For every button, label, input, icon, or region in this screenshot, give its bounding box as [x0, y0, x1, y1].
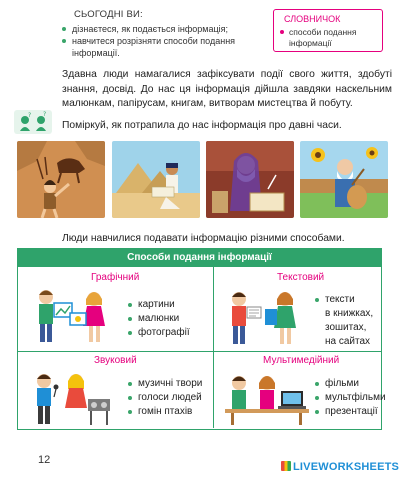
page-number: 12 [38, 454, 51, 466]
cell-title-multimedia: Мультимедійний [263, 355, 340, 366]
list-item: фільми [315, 377, 386, 391]
list-item: тексти [315, 293, 373, 307]
liveworksheets-logo[interactable] [281, 461, 399, 473]
children-with-pictures-image [24, 285, 114, 347]
bullet-icon [280, 30, 284, 34]
vocabulary-term-line2: інформації [289, 38, 332, 48]
egyptian-scribe-image [112, 141, 200, 218]
list-item: малюнки [128, 312, 190, 326]
cell-title-sound: Звуковий [94, 355, 137, 366]
cave-painting-image [17, 141, 105, 218]
vocabulary-box [273, 9, 383, 52]
list-item [60, 23, 260, 35]
bullet-icon [315, 382, 319, 386]
intro-paragraph: Здавна люди намагалися зафіксувати події свого життя, здобуті знання, досвід. До нас ця інформація дійшла завдяки наскельним малюнкам, папірусам, книгам, витворам мистецтва й побуту. [62, 69, 392, 109]
cell-title-text: Текстовий [277, 272, 325, 283]
children-with-laptop-image [221, 369, 313, 427]
list-item: презентації [315, 405, 386, 419]
think-icon [14, 110, 52, 134]
bullet-icon [128, 303, 132, 307]
vocabulary-term-line1: способи подання [289, 27, 357, 37]
list-item: картини [128, 298, 190, 312]
list-item: мультфільми [315, 391, 386, 405]
svg-text:?: ? [28, 112, 32, 119]
bullet-icon [128, 331, 132, 335]
today-item-2: навчитеся розрізняти способи подання [72, 36, 236, 46]
bullet-icon [128, 396, 132, 400]
today-list [60, 23, 260, 59]
bullet-icon [62, 39, 66, 43]
think-prompt: Поміркуй, як потрапила до нас інформація про давні часи. [62, 120, 342, 131]
table-header: Способи подання інформації [18, 249, 381, 267]
brand-text: LIVEWORKSHEETS [293, 461, 400, 473]
bullet-icon [128, 382, 132, 386]
bullet-icon [128, 317, 132, 321]
vocabulary-title: СЛОВНИЧОК [284, 14, 341, 24]
list-item: голоси людей [128, 391, 202, 405]
methods-intro: Люди навчилися подавати інформацію різними способами. [62, 233, 345, 244]
bullet-icon [315, 410, 319, 414]
vocabulary-item [280, 27, 380, 49]
bullet-icon [128, 410, 132, 414]
cell-list-text: тексти в книжках, зошитах, на сайтах [315, 293, 373, 349]
list-item: фотографії [128, 326, 190, 340]
cell-list-graphic [128, 298, 190, 340]
cell-list-multimedia [315, 377, 386, 419]
today-title: СЬОГОДНІ ВИ: [74, 9, 143, 20]
cell-title-graphic: Графічний [91, 272, 140, 283]
list-item [60, 35, 260, 47]
children-with-audio-image [24, 369, 114, 427]
children-with-books-image [221, 287, 307, 349]
bullet-icon [62, 27, 66, 31]
methods-table [17, 248, 386, 430]
liveworksheets-icon [281, 461, 291, 471]
bullet-icon [315, 298, 319, 302]
today-item-2-continued: інформації. [72, 48, 120, 58]
divider [213, 267, 214, 428]
bullet-icon [315, 396, 319, 400]
list-item: гомін птахів [128, 405, 202, 419]
cell-list-sound [128, 377, 202, 419]
monk-writing-image [206, 141, 294, 218]
kobzar-musician-image [300, 141, 388, 218]
svg-text:?: ? [43, 111, 47, 118]
today-item-1: дізнаєтеся, як подається інформація; [72, 24, 228, 34]
list-item: музичні твори [128, 377, 202, 391]
divider [18, 351, 381, 352]
